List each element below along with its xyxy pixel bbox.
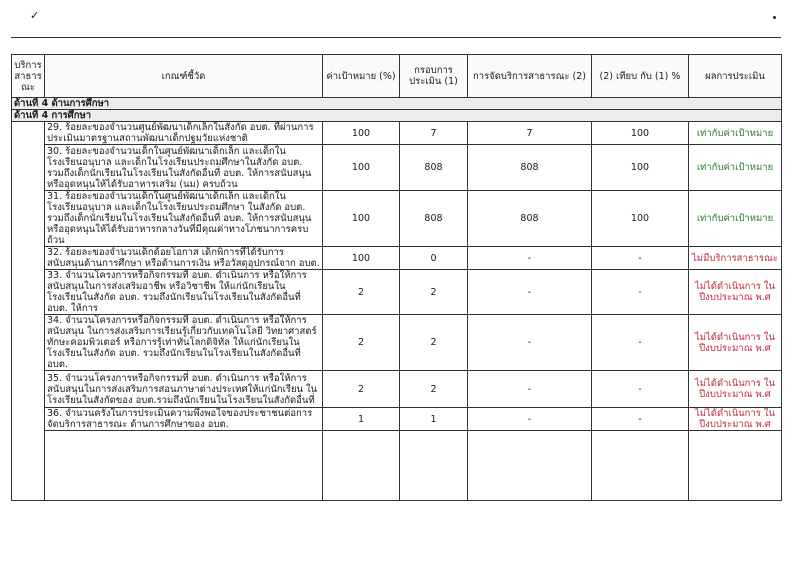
header-service: บริการ สาธาร ณะ — [12, 55, 45, 98]
blank-row — [12, 431, 782, 501]
criterion-cell: 31. ร้อยละของจำนวนเด็กในศูนย์พัฒนาเด็กเล็ก และเด็กในโรงเรียนอนุบาล และเด็กในโรงเรียนประถมศึกษา ในสังกัด อบต. รวมถึงเด็กนักเรียนในโรงเรียนในสังกัดอื่นที่ อบต. ให้การสนับสนุนหรืออุดหนุนให้ได้รับอาหารกลางวันที่มีคุณค่าทางโภชนาการครบถ้วน — [45, 191, 323, 247]
result-cell: เท่ากับค่าเป้าหมาย — [689, 122, 782, 145]
provision-cell: 808 — [468, 191, 592, 247]
target-cell: 100 — [323, 145, 400, 191]
blank-cell — [400, 431, 468, 501]
table-row — [12, 191, 782, 247]
section-title: ด้านที่ 4 ด้านการศึกษา — [12, 98, 782, 110]
header-provision: การจัดบริการสาธารณะ (2) — [468, 55, 592, 98]
table-row — [12, 247, 782, 270]
result-cell: เท่ากับค่าเป้าหมาย — [689, 145, 782, 191]
result-cell: เท่ากับค่าเป้าหมาย — [689, 191, 782, 247]
result-cell: ไม่ได้ดำเนินการ ในปีงบประมาณ พ.ศ — [689, 315, 782, 371]
compare-cell: 100 — [592, 191, 689, 247]
header-target: ค่าเป้าหมาย (%) — [323, 55, 400, 98]
blank-cell — [45, 431, 323, 501]
criterion-cell: 30. ร้อยละของจำนวนเด็กในศูนย์พัฒนาเด็กเล็ก และเด็กในโรงเรียนอนุบาล และเด็กในโรงเรียนประถมศึกษาในสังกัด อบต. รวมถึงเด็กนักเรียนในโรงเรียนในสังกัดอื่นที่ อบต. ให้การสนับสนุนหรืออุดหนุนให้ได้รับอาหารเสริม (นม) ครบถ้วน — [45, 145, 323, 191]
compare-cell: - — [592, 270, 689, 315]
compare-cell: 100 — [592, 122, 689, 145]
table-row — [12, 371, 782, 408]
blank-cell — [689, 431, 782, 501]
table-row — [12, 315, 782, 371]
result-cell: ไม่มีบริการสาธารณะ — [689, 247, 782, 270]
header-row — [12, 55, 782, 98]
result-cell: ไม่ได้ดำเนินการ ในปีงบประมาณ พ.ศ — [689, 371, 782, 408]
target-cell: 2 — [323, 270, 400, 315]
section-row — [12, 110, 782, 122]
criterion-cell: 35. จำนวนโครงการหรือกิจกรรมที่ อบต. ดำเนินการ หรือให้การสนับสนุนในการส่งเสริมการสอนภาษาต่างประเทศให้แก่นักเรียน ในโรงเรียนในสังกัดของ อบต.รวมถึงนักเรียนในโรงเรียนในสังกัดอื่นที่ — [45, 371, 323, 408]
top-rule — [11, 37, 781, 38]
corner-dot — [773, 16, 776, 19]
table-row — [12, 122, 782, 145]
provision-cell: 7 — [468, 122, 592, 145]
target-cell: 100 — [323, 122, 400, 145]
service-cell — [12, 122, 45, 501]
scope-cell: 2 — [400, 315, 468, 371]
criterion-cell: 33. จำนวนโครงการหรือกิจกรรมที่ อบต. ดำเนินการ หรือให้การสนับสนุนในการส่งเสริมอาชีพ หรือวิชาชีพ ให้แก่นักเรียนในโรงเรียนในสังกัด อบต. รวมถึงนักเรียนในโรงเรียนในสังกัดอื่นที่ อบต. ให้การ — [45, 270, 323, 315]
check-mark: ✓ — [30, 9, 40, 22]
compare-cell: - — [592, 408, 689, 431]
provision-cell: - — [468, 315, 592, 371]
table-row — [12, 270, 782, 315]
scope-cell: 808 — [400, 191, 468, 247]
target-cell: 100 — [323, 247, 400, 270]
table-row — [12, 145, 782, 191]
scope-cell: 808 — [400, 145, 468, 191]
target-cell: 2 — [323, 315, 400, 371]
provision-cell: 808 — [468, 145, 592, 191]
criterion-cell: 32. ร้อยละของจำนวนเด็กด้อยโอกาส เด็กพิการที่ได้รับการสนับสนุนด้านการศึกษา หรือด้านการเงิน หรือวัสดุอุปกรณ์จาก อบต. — [45, 247, 323, 270]
blank-cell — [323, 431, 400, 501]
header-result: ผลการประเมิน — [689, 55, 782, 98]
provision-cell: - — [468, 371, 592, 408]
compare-cell: 100 — [592, 145, 689, 191]
compare-cell: - — [592, 371, 689, 408]
scope-cell: 7 — [400, 122, 468, 145]
scope-cell: 0 — [400, 247, 468, 270]
result-cell: ไม่ได้ดำเนินการ ในปีงบประมาณ พ.ศ — [689, 270, 782, 315]
table-row — [12, 408, 782, 431]
provision-cell: - — [468, 408, 592, 431]
compare-cell: - — [592, 315, 689, 371]
header-criterion: เกณฑ์ชี้วัด — [45, 55, 323, 98]
result-cell: ไม่ได้ดำเนินการ ในปีงบประมาณ พ.ศ — [689, 408, 782, 431]
target-cell: 2 — [323, 371, 400, 408]
header-scope: กรอบการ ประเมิน (1) — [400, 55, 468, 98]
criterion-cell: 34. จำนวนโครงการหรือกิจกรรมที่ อบต. ดำเนินการ หรือให้การสนับสนุน ในการส่งเสริมการเรียนรู้เกี่ยวกับเทคโนโลยี วิทยาศาสตร์ ทักษะคอมพิวเตอร์ หรือการรู้เท่าทันโลกดิจิทัล ให้แก่นักเรียนในโรงเรียนในสังกัด อบต. รวมถึงนักเรียนในโรงเรียนในสังกัดอื่นที่ อบต. — [45, 315, 323, 371]
header-compare: (2) เทียบ กับ (1) % — [592, 55, 689, 98]
provision-cell: - — [468, 270, 592, 315]
compare-cell: - — [592, 247, 689, 270]
criterion-cell: 36. จำนวนครั้งในการประเมินความพึงพอใจของประชาชนต่อการจัดบริการสาธารณะ ด้านการศึกษาของ อบต. — [45, 408, 323, 431]
scope-cell: 1 — [400, 408, 468, 431]
scope-cell: 2 — [400, 371, 468, 408]
section-row — [12, 98, 782, 110]
subsection-title: ด้านที่ 4 การศึกษา — [12, 110, 782, 122]
blank-cell — [468, 431, 592, 501]
target-cell: 100 — [323, 191, 400, 247]
provision-cell: - — [468, 247, 592, 270]
target-cell: 1 — [323, 408, 400, 431]
blank-cell — [592, 431, 689, 501]
criterion-cell: 29. ร้อยละของจำนวนศูนย์พัฒนาเด็กเล็กในสังกัด อบต. ที่ผ่านการประเมินมาตรฐานสถานพัฒนาเด็กปฐมวัยแห่งชาติ — [45, 122, 323, 145]
evaluation-table — [11, 54, 782, 501]
scope-cell: 2 — [400, 270, 468, 315]
